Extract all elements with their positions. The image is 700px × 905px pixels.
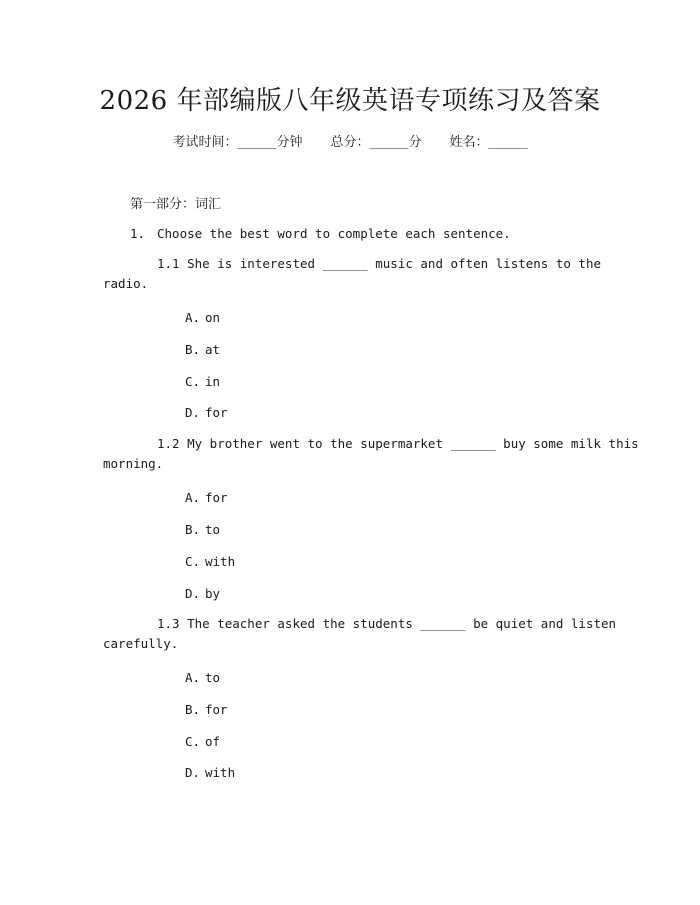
option-letter: C.	[185, 734, 201, 749]
question-instruction	[130, 226, 511, 241]
sub-question-line: 1.3 The teacher asked the students ______ be quiet and listen	[157, 616, 617, 631]
sub-question-1-1	[103, 254, 602, 294]
total-score-label: 总分：______分	[330, 135, 422, 150]
option-text: by	[205, 586, 221, 601]
option-letter: A.	[185, 670, 201, 685]
option-item	[185, 522, 220, 537]
option-letter: D.	[185, 765, 201, 780]
exam-time-label: 考试时间：______分钟	[172, 135, 303, 150]
option-letter: B.	[185, 522, 201, 537]
option-letter: D.	[185, 405, 201, 420]
option-text: on	[205, 310, 221, 325]
section-heading: 第一部分：词汇	[130, 197, 222, 212]
student-name-label: 姓名：______	[449, 135, 528, 150]
option-letter: C.	[185, 554, 201, 569]
option-item	[185, 734, 220, 749]
option-item	[185, 554, 235, 569]
sub-question-line: radio.	[103, 276, 149, 291]
option-text: to	[205, 522, 221, 537]
option-text: of	[205, 734, 221, 749]
option-letter: A.	[185, 490, 201, 505]
sub-question-line: carefully.	[103, 636, 179, 651]
option-letter: A.	[185, 310, 201, 325]
option-item	[185, 670, 220, 685]
sub-question-1-2	[103, 434, 639, 474]
option-text: with	[205, 554, 236, 569]
document-title: 2026 年部编版八年级英语专项练习及答案	[99, 86, 601, 116]
option-letter: B.	[185, 342, 201, 357]
option-item	[185, 765, 235, 780]
sub-question-line: 1.2 My brother went to the supermarket ______ buy some milk this	[157, 436, 639, 451]
option-text: in	[205, 374, 221, 389]
sub-question-1-3	[103, 614, 617, 654]
option-item	[185, 310, 220, 325]
option-letter: D.	[185, 586, 201, 601]
exam-meta	[0, 131, 700, 150]
option-text: for	[205, 490, 228, 505]
option-text: to	[205, 670, 221, 685]
question-instruction-text: Choose the best word to complete each sentence.	[157, 226, 511, 241]
question-number: 1.	[130, 226, 146, 241]
option-item	[185, 405, 228, 420]
option-item	[185, 342, 220, 357]
option-text: at	[205, 342, 221, 357]
option-item	[185, 490, 228, 505]
option-letter: C.	[185, 374, 201, 389]
sub-question-line: 1.1 She is interested ______ music and often listens to the	[157, 256, 602, 271]
option-text: for	[205, 702, 228, 717]
option-text: with	[205, 765, 236, 780]
option-item	[185, 374, 220, 389]
option-letter: B.	[185, 702, 201, 717]
option-item	[185, 702, 228, 717]
option-item	[185, 586, 220, 601]
sub-question-line: morning.	[103, 456, 164, 471]
option-text: for	[205, 405, 228, 420]
